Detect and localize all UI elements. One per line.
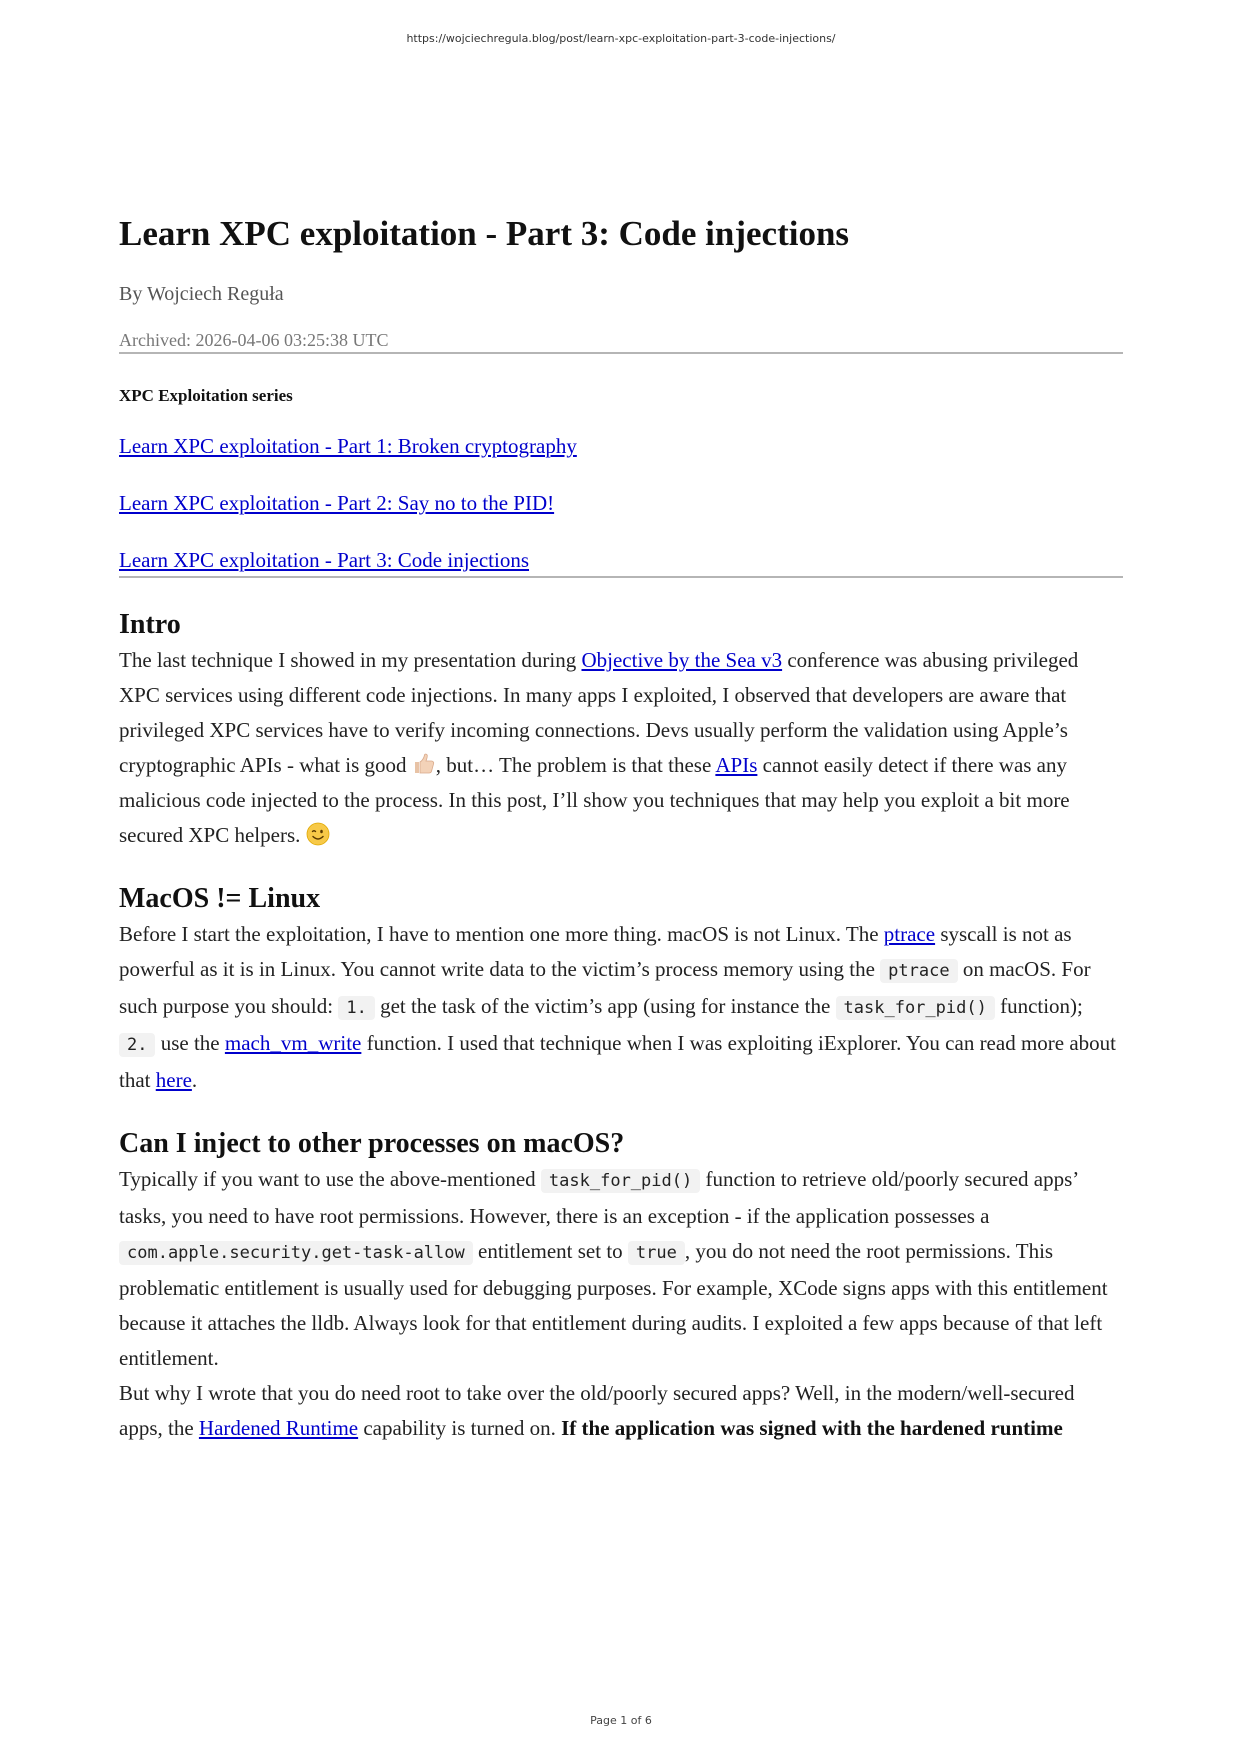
text: syscall is not as powerful as it is in Linux. You cannot write data to the victim’s process memory using the [119,922,1072,981]
text: capability is turned on. [358,1416,562,1440]
divider [119,576,1123,578]
heading-intro: Intro [119,609,181,640]
code-task-for-pid: task_for_pid() [541,1169,700,1193]
intro-paragraph [119,643,1123,853]
text: The last technique I showed in my presentation during [119,648,582,672]
article [119,210,1123,1446]
text: But why I wrote that you do need root to take over the old/poorly secured apps? Well, in the modern/well-secured apps, the [119,1381,1075,1440]
page-url: https://wojciechregula.blog/post/learn-xpc-exploitation-part-3-code-injections/ [406,32,836,45]
text: conference was abusing privileged XPC services using different code injections. In many apps I exploited, I observed that developers are aware that privileged XPC services have to verify incoming connections. Devs usually perform the validation using Apple’s cryptographic APIs - what is good [119,648,1079,777]
series-link-part-3[interactable]: Learn XPC exploitation - Part 3: Code injections [119,548,530,572]
code-step-2: 2. [119,1033,155,1057]
divider [119,352,1123,354]
series-item [119,544,1123,576]
text: Before I start the exploitation, I have to mention one more thing. macOS is not Linux. The [119,922,884,946]
code-step-1: 1. [338,996,374,1020]
text: use the [155,1031,225,1055]
hardened-runtime-link[interactable]: Hardened Runtime [198,1416,359,1440]
code-ptrace: ptrace [880,959,957,983]
heading-inject: Can I inject to other processes on macOS? [119,1128,625,1159]
text: . [191,1068,198,1092]
here-link[interactable]: here [155,1068,192,1092]
text: function. I used that technique when I was exploiting iExplorer. You can read more about that [119,1031,1117,1092]
series-item [119,430,1123,462]
article-title: Learn XPC exploitation - Part 3: Code injections [119,214,850,253]
text: cannot easily detect if there was any malicious code injected to the process. In this post, I’ll show you techniques that may help you exploit a bit more secured XPC helpers. [119,753,1070,847]
series-link-part-2[interactable]: Learn XPC exploitation - Part 2: Say no to the PID! [119,491,555,515]
text: function to retrieve old/poorly secured apps’ tasks, you need to have root permissions. However, there is an exception - if the application possesses a [119,1167,1078,1228]
code-task-for-pid: task_for_pid() [836,996,995,1020]
macos-paragraph [119,917,1123,1098]
apis-link[interactable]: APIs [715,753,758,777]
objective-by-the-sea-link[interactable]: Objective by the Sea v3 [581,648,783,672]
code-true: true [628,1241,685,1265]
series-list [119,430,1123,576]
text: , you do not need the root permissions. This problematic entitlement is usually used for debugging purposes. For example, XCode signs apps with this entitlement because it attaches the lldb. Always look for that entitlement during audits. I exploited a few apps because of that left entitlement. [119,1239,1108,1370]
article-byline: By Wojciech Reguła [119,283,284,305]
inject-paragraph [119,1162,1123,1376]
text: entitlement set to [472,1239,628,1263]
thumbs-up-icon [412,752,436,776]
bold-text: If the application was signed with the hardened runtime [561,1416,1063,1440]
code-get-task-allow: com.apple.security.get-task-allow [119,1241,473,1265]
ptrace-link[interactable]: ptrace [883,922,936,946]
text: get the task of the victim’s app (using for instance the [374,994,836,1018]
heading-macos-linux: MacOS != Linux [119,883,321,914]
text: , but… The problem is that these [435,753,716,777]
text: on macOS. For such purpose you should: [119,957,1091,1018]
page-number: Page 1 of 6 [590,1714,652,1727]
text: function); [994,994,1083,1018]
text: Typically if you want to use the above-mentioned [119,1167,541,1191]
archived-timestamp: Archived: 2026-04-06 03:25:38 UTC [119,330,389,350]
series-link-part-1[interactable]: Learn XPC exploitation - Part 1: Broken cryptography [119,434,577,458]
hardened-paragraph [119,1376,1123,1446]
series-item [119,487,1123,519]
series-title: XPC Exploitation series [119,386,293,405]
mach-vm-write-link[interactable]: mach_vm_write [224,1031,362,1055]
winking-face-icon [306,822,330,846]
